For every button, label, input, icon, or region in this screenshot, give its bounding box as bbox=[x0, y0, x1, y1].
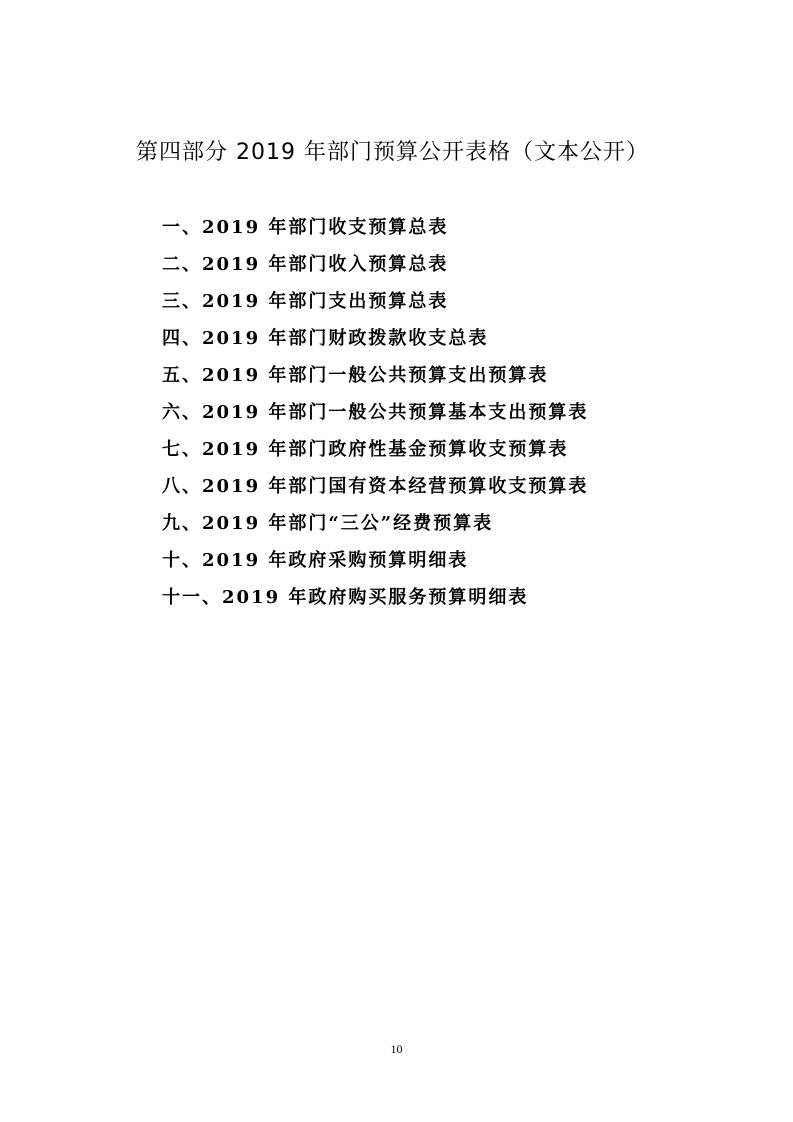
page-number: 10 bbox=[390, 1042, 403, 1056]
toc-item: 十、2019 年政府采购预算明细表 bbox=[162, 550, 469, 571]
toc-item: 三、2019 年部门支出预算总表 bbox=[162, 291, 449, 312]
toc-item: 四、2019 年部门财政拨款收支总表 bbox=[162, 328, 489, 349]
toc-item: 二、2019 年部门收入预算总表 bbox=[162, 254, 449, 275]
toc-item: 七、2019 年部门政府性基金预算收支预算表 bbox=[162, 439, 569, 460]
toc-item: 一、2019 年部门收支预算总表 bbox=[162, 217, 449, 238]
toc-item: 五、2019 年部门一般公共预算支出预算表 bbox=[162, 365, 549, 386]
toc-item: 八、2019 年部门国有资本经营预算收支预算表 bbox=[162, 476, 589, 497]
toc-item: 九、2019 年部门“三公”经费预算表 bbox=[162, 513, 494, 534]
toc-item: 十一、2019 年政府购买服务预算明细表 bbox=[162, 587, 529, 608]
toc-item: 六、2019 年部门一般公共预算基本支出预算表 bbox=[162, 402, 589, 423]
page-title: 第四部分 2019 年部门预算公开表格（文本公开） bbox=[136, 140, 649, 165]
table-of-contents bbox=[162, 209, 588, 616]
